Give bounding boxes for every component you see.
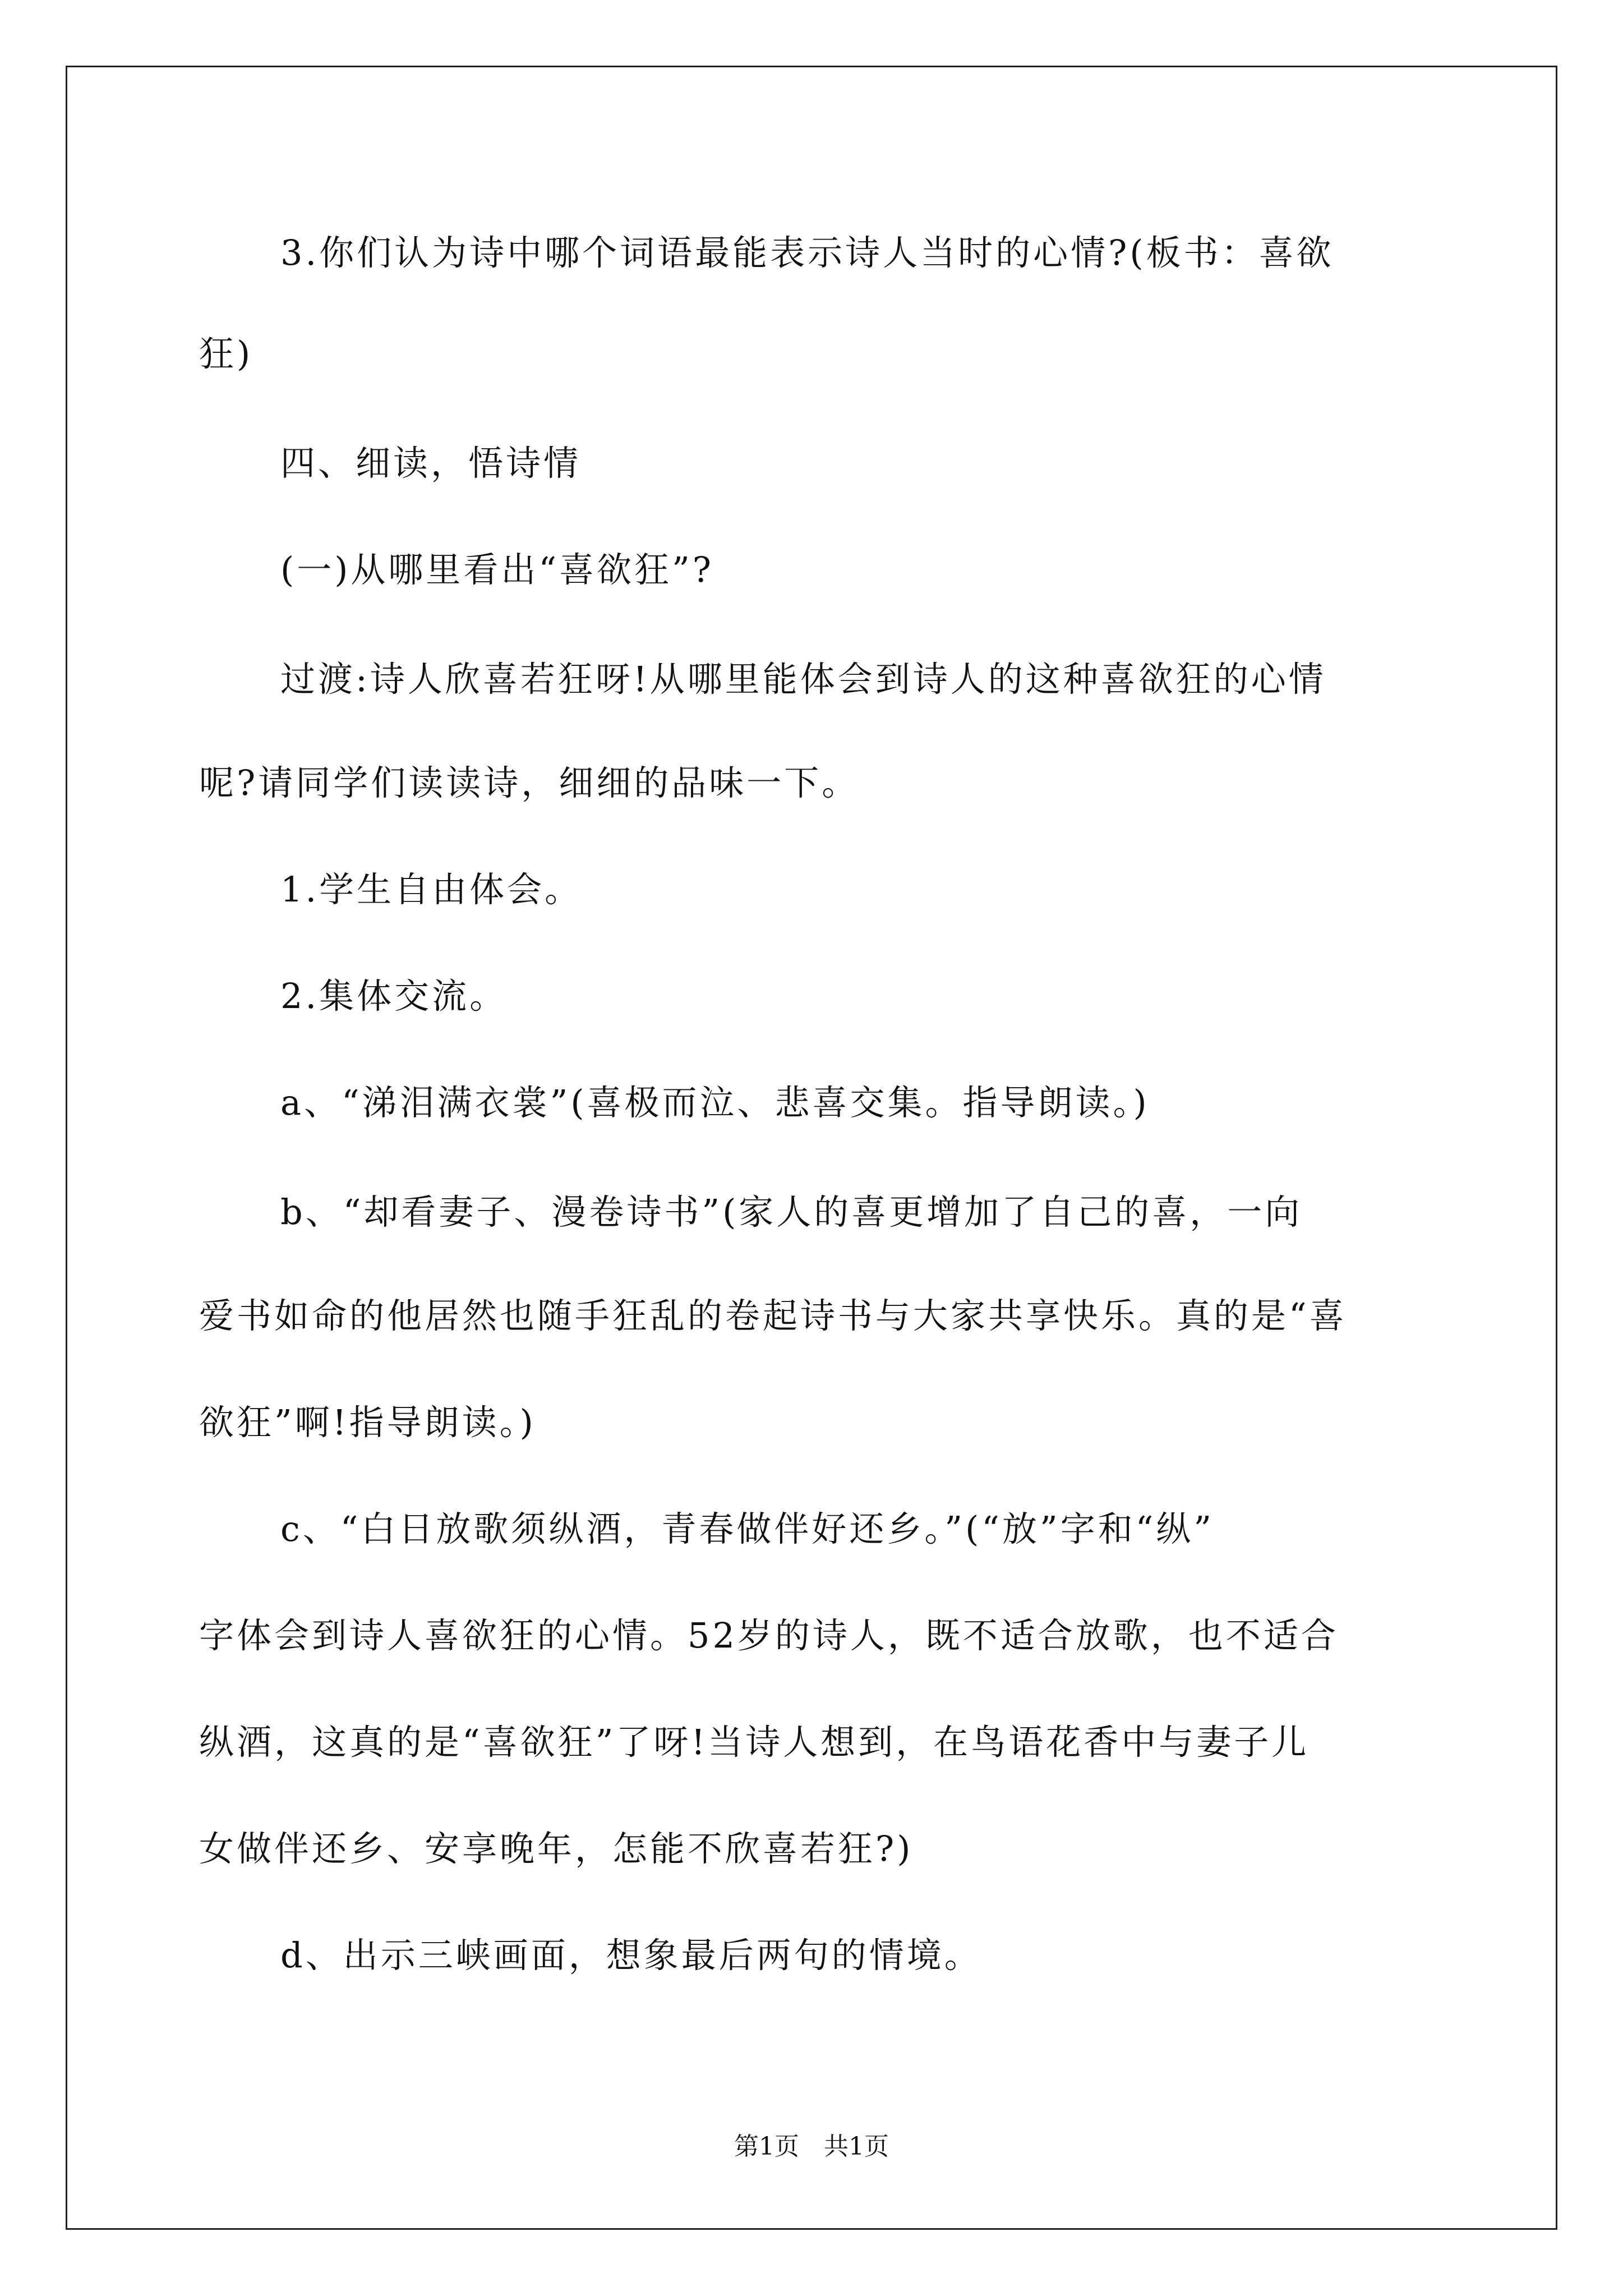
list-item: c、“白日放歌须纵酒，青春做伴好还乡。”(“放”字和“纵” (280, 1508, 1215, 1549)
list-item: 1.学生自由体会。 (280, 869, 583, 910)
list-item: a、“涕泪满衣裳”(喜极而泣、悲喜交集。指导朗读。) (280, 1082, 1150, 1123)
page-border (66, 66, 1557, 2230)
paragraph-line: 爱书如命的他居然也随手狂乱的卷起诗书与大家共享快乐。真的是“喜 (199, 1295, 1347, 1336)
paragraph-line: 过渡:诗人欣喜若狂呀!从哪里能体会到诗人的这种喜欲狂的心情 (280, 659, 1326, 700)
paragraph-line: 女做伴还乡、安享晚年，怎能不欣喜若狂?) (199, 1828, 914, 1869)
list-item: 2.集体交流。 (280, 976, 508, 1016)
paragraph-line: 3.你们认为诗中哪个词语最能表示诗人当时的心情?(板书：喜欲 (280, 232, 1334, 273)
list-item: b、“却看妻子、漫卷诗书”(家人的喜更增加了自己的喜，一向 (280, 1191, 1303, 1232)
paragraph-line: 纵酒，这真的是“喜欲狂”了呀!当诗人想到，在鸟语花香中与妻子儿 (199, 1722, 1310, 1763)
paragraph-line: 字体会到诗人喜欲狂的心情。52岁的诗人，既不适合放歌，也不适合 (199, 1615, 1339, 1656)
paragraph-line: 呢?请同学们读读诗，细细的品味一下。 (199, 762, 860, 803)
page-footer: 第1页 共1页 (734, 2132, 889, 2161)
paragraph-line: 狂) (199, 333, 253, 374)
section-heading: 四、细读，悟诗情 (280, 443, 582, 484)
list-item: d、出示三峡画面，想象最后两句的情境。 (280, 1935, 982, 1976)
paragraph-line: 欲狂”啊!指导朗读。) (199, 1402, 536, 1443)
subsection-heading: (一)从哪里看出“喜欲狂”? (280, 549, 714, 590)
